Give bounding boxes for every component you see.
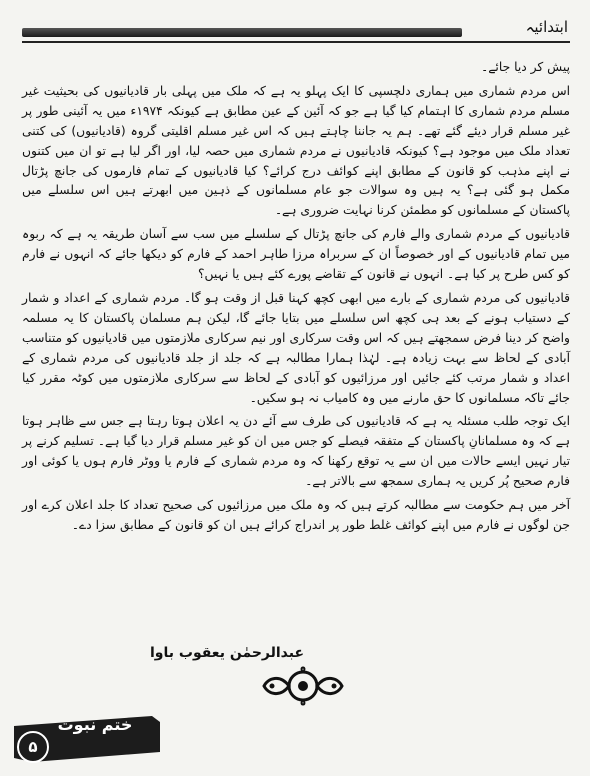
- page-number: ۵: [17, 731, 49, 763]
- article-paragraph: آخر میں ہم حکومت سے مطالبہ کرتے ہیں کہ وہ ملک میں مرزائیوں کی صحیح تعداد کا جلد اعلان کرے اور جن لوگوں نے فارم میں اپنے کوائف غلط طور پر اندراج کرائے ہیں ان کو قانون کے مطابق سزا دے۔: [22, 498, 570, 532]
- magazine-title: ختم نبوت: [57, 715, 133, 734]
- header-rule: [22, 41, 570, 43]
- section-title: ابتدائیہ: [525, 18, 568, 36]
- article-paragraph: قادیانیوں کی مردم شماری کے بارے میں ابھی کچھ کہنا قبل از وقت ہو گا۔ مردم شماری کے اعداد و شمار کے دستیاب ہونے کے بعد ہی کچھ اس سلسلے میں بتایا جائے گا، لیکن ہم مسلمان پاکستان کا یہ مسلمہ واضح کر دینا فرض سمجھتے ہیں کہ اس وقت سرکاری اور نیم سرکاری ملازمتوں میں قادیانیوں کو متناسب آبادی کے لحاظ سے بہت زیادہ ہے۔ لہٰذا ہمارا مطالبہ ہے کہ جلد از جلد قادیانیوں کی مردم شماری کے اعداد و شمار مرتب کئے جائیں اور مرزائیوں کو آبادی کے لحاظ سے سرکاری ملازمتوں میں کوٹہ مقرر کیا جائے تاکہ مسلمانوں کا حق مارنے میں وہ کامیاب نہ ہو سکیں۔: [22, 290, 570, 405]
- article-paragraph: قادیانیوں کے مردم شماری والے فارم کی جانچ پڑتال کے سلسلے میں سب سے آسان طریقہ یہ ہے کہ ربوہ میں تمام قادیانیوں کے اور خصوصاً ان کے سربراہ مرزا طاہر احمد کے فارم کو دیکھا جائے کہ انہوں نے فارم کو کس طرح پر کیا ہے۔ انہوں نے قانون کے تقاضے پورے کئے ہیں یا نہیں؟: [22, 227, 570, 282]
- article-paragraph: پیش کر دیا جائے۔: [480, 60, 570, 74]
- article-body: [22, 58, 570, 540]
- article-paragraph: ایک توجہ طلب مسئلہ یہ ہے کہ قادیانیوں کی طرف سے آئے دن یہ اعلان ہوتا رہتا ہے جس سے ظاہر ہوتا ہے کہ وہ مسلمانانِ پاکستان کے متفقہ فیصلے کو جس میں ان کو غیر مسلم قرار دیا گیا ہے۔ تسلیم کرنے پر تیار نہیں ایسے حالات میں ان سے یہ توقع رکھنا کہ وہ مردم شماری کے فارم یا ووٹر فارم ہوں یا کوئی اور فارم صحیح پُر کریں یہ ہماری سمجھ سے بالاتر ہے۔: [22, 414, 570, 489]
- article-paragraph: اس مردم شماری میں ہماری دلچسپی کا ایک پہلو یہ ہے کہ ملک میں پہلی بار قادیانیوں کی بحیثیت غیر مسلم مردم شماری کا اہتمام کیا گیا ہے جو کہ آئین کے عین مطابق ہے کیونکہ ۱۹۷۴ء میں یہ آئینی طور پر غیر مسلم قرار دیئے گئے تھے۔ ہم یہ جاننا چاہتے ہیں کہ اس غیر مسلم اقلیتی گروہ (قادیانیوں) کی کتنی تعداد ملک میں موجود ہے؟ کیونکہ قادیانیوں نے مردم شماری میں حصہ لیا، اور اگر لیا ہے تو ان میں کتنوں نے اپنے مذہب کو قانون کے مطابق اپنے کوائف درج کرائے؟ کیا قادیانیوں کے تمام فارموں کی جانچ پڑتال مکمل ہو گئی ہے؟ یہ ہیں وہ سوالات جو عام مسلمانوں کے ذہین میں ابھرتے ہیں اس سلسلے میں پاکستان کے مسلمانوں کو مطمئن کرنا نہایت ضروری ہے۔: [22, 83, 570, 218]
- ornament-divider-icon: [258, 666, 348, 706]
- author-signature: عبدالرحمٰن یعقوب باوا: [150, 645, 305, 661]
- header-bar: [22, 28, 462, 37]
